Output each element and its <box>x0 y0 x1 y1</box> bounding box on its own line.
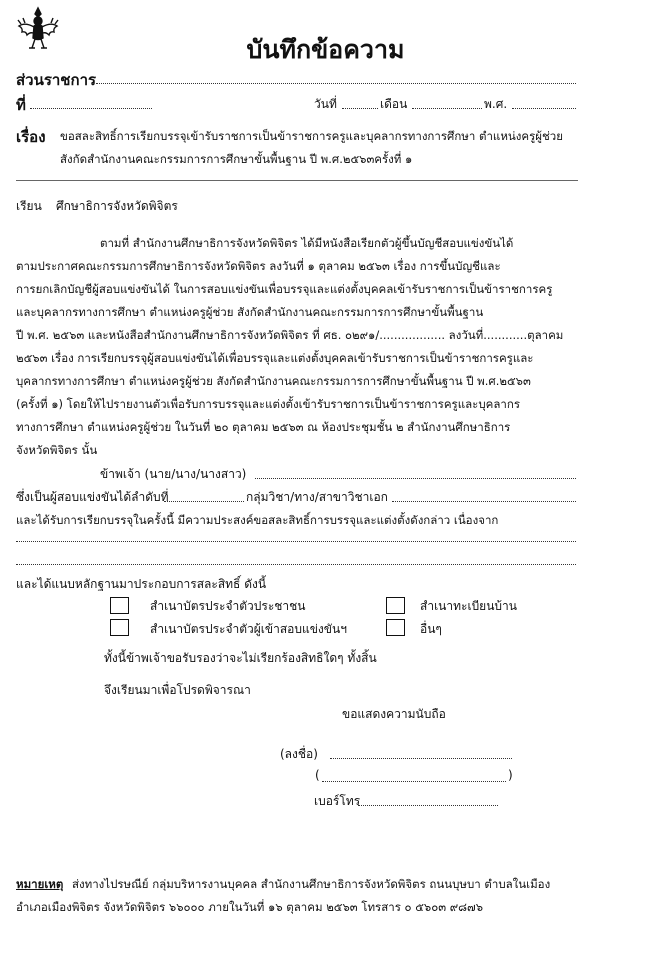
salutation-label: เรียน <box>16 199 42 213</box>
subject-label: เรื่อง <box>16 128 46 146</box>
checkbox-exam-card[interactable] <box>110 619 129 636</box>
body-line-8: (ครั้งที่ ๑) โดยให้ไปรายงานตัวเพื่อรับการบรรจุและแต่งตั้งเข้ารับราชการเป็นข้าราชการครูและบุคลากร <box>16 397 520 411</box>
reason-field-1[interactable] <box>16 541 576 542</box>
printed-name-open-paren: ( <box>315 768 320 782</box>
phone-label: เบอร์โทร <box>314 794 361 808</box>
subject-line-2: สังกัดสำนักงานคณะกรรมการการศึกษาขั้นพื้นฐาน ปี พ.ศ.๒๕๖๓ครั้งที่ ๑ <box>60 152 413 166</box>
month-label: เดือน <box>380 97 408 111</box>
reason-label: และได้รับการเรียกบรรจุในครั้งนี้ มีความประสงค์ขอสละสิทธิ์การบรรจุและแต่งตั้งดังกล่าว เนื่องจาก <box>16 513 499 527</box>
body-line-3: การยกเลิกบัญชีผู้สอบแข่งขันได้ ในการสอบแข่งขันเพื่อบรรจุและแต่งตั้งบุคคลเข้ารับราชการเป็นข้าราชการครู <box>16 282 553 296</box>
ref-field[interactable] <box>30 108 152 109</box>
body-line-9: ทางการศึกษา ตำแหน่งครูผู้ช่วย ในวันที่ ๒๐ ตุลาคม ๒๕๖๓ ณ ห้องประชุมชั้น ๒ สำนักงานศึกษาธิการ <box>16 420 511 434</box>
note-line-1: ส่งทางไปรษณีย์ กลุ่มบริหารงานบุคคล สำนักงานศึกษาธิการจังหวัดพิจิตร ถนนบุษบา ตำบลในเมือง <box>72 877 551 891</box>
certify-text: ทั้งนี้ข้าพเจ้าขอรับรองว่าจะไม่เรียกร้องสิทธิใดๆ ทั้งสิ้น <box>104 651 377 665</box>
checkbox-other[interactable] <box>386 619 405 636</box>
checkbox-exam-card-label: สำเนาบัตรประจำตัวผู้เข้าสอบแข่งขันฯ <box>150 622 347 636</box>
body-line-7: บุคลากรทางการศึกษา ตำแหน่งครูผู้ช่วย สังกัดสำนักงานคณะกรรมการการศึกษาขั้นพื้นฐาน ปี พ.ศ.๒๕๖๓ <box>16 374 531 388</box>
subject-group-label: กลุ่มวิชา/ทาง/สาขาวิชาเอก <box>246 490 388 504</box>
month-field[interactable] <box>412 108 482 109</box>
applicant-name-field[interactable] <box>255 478 576 479</box>
salutation-recipient: ศึกษาธิการจังหวัดพิจิตร <box>56 199 178 213</box>
checkbox-house-registration[interactable] <box>386 597 405 614</box>
signature-field[interactable] <box>330 758 512 759</box>
body-line-6: ๒๕๖๓ เรื่อง การเรียกบรรจุผู้สอบแข่งขันได้เพื่อบรรจุและแต่งตั้งบุคคลเข้ารับราชการเป็นข้าราชการครูและ <box>16 351 534 365</box>
body-line-5: ปี พ.ศ. ๒๕๖๓ และหนังสือสำนักงานศึกษาธิการจังหวัดพิจิตร ที่ ศธ. ๐๒๙๑/.................. ลงวันที่............ตุลาคม <box>16 328 564 342</box>
checkbox-house-registration-label: สำเนาทะเบียนบ้าน <box>420 599 517 613</box>
checkbox-other-label: อื่นๆ <box>420 622 442 636</box>
memo-title: บันทึกข้อความ <box>246 35 405 64</box>
signature-label: (ลงชื่อ) <box>280 747 318 761</box>
rank-field[interactable] <box>164 501 244 502</box>
date-label: วันที่ <box>314 97 337 111</box>
header-divider <box>16 180 578 181</box>
agency-field[interactable] <box>96 83 576 84</box>
regards-text: ขอแสดงความนับถือ <box>342 707 446 721</box>
body-line-10: จังหวัดพิจิตร นั้น <box>16 443 98 457</box>
closing-text: จึงเรียนมาเพื่อโปรดพิจารณา <box>104 683 251 697</box>
rank-label: ซึ่งเป็นผู้สอบแข่งขันได้ลำดับที่ <box>16 490 169 504</box>
printed-name-close-paren: ) <box>508 768 513 782</box>
applicant-name-label: ข้าพเจ้า (นาย/นาง/นางสาว) <box>100 467 247 481</box>
reason-field-2[interactable] <box>16 564 576 565</box>
body-line-4: และบุคลากรทางการศึกษา ตำแหน่งครูผู้ช่วย สังกัดสำนักงานคณะกรรมการการศึกษาขั้นพื้นฐาน <box>16 305 484 319</box>
note-line-2: อำเภอเมืองพิจิตร จังหวัดพิจิตร ๖๖๐๐๐ ภายในวันที่ ๑๖ ตุลาคม ๒๕๖๓ โทรสาร ๐ ๕๖๐๓ ๙๘๗๖ <box>16 900 483 914</box>
agency-label: ส่วนราชการ <box>16 71 97 89</box>
printed-name-field[interactable] <box>322 781 506 782</box>
note-label: หมายเหตุ <box>16 877 64 891</box>
subject-group-field[interactable] <box>392 501 576 502</box>
ref-label: ที่ <box>16 96 26 114</box>
body-line-1: ตามที่ สำนักงานศึกษาธิการจังหวัดพิจิตร ได้มีหนังสือเรียกตัวผู้ขึ้นบัญชีสอบแข่งขันได้ <box>100 236 514 250</box>
checkbox-id-card[interactable] <box>110 597 129 614</box>
subject-line-1: ขอสละสิทธิ์การเรียกบรรจุเข้ารับราชการเป็นข้าราชการครูและบุคลากรทางการศึกษา ตำแหน่งครูผู้ช่วย <box>60 129 563 143</box>
year-label: พ.ศ. <box>484 97 508 111</box>
phone-field[interactable] <box>358 805 498 806</box>
checkbox-id-card-label: สำเนาบัตรประจำตัวประชาชน <box>150 599 306 613</box>
year-field[interactable] <box>512 108 576 109</box>
body-line-2: ตามประกาศคณะกรรมการศึกษาธิการจังหวัดพิจิตร ลงวันที่ ๑ ตุลาคม ๒๕๖๓ เรื่อง การขึ้นบัญชีและ <box>16 259 501 273</box>
day-field[interactable] <box>342 108 378 109</box>
evidence-label: และได้แนบหลักฐานมาประกอบการสละสิทธิ์ ดังนี้ <box>16 577 267 591</box>
